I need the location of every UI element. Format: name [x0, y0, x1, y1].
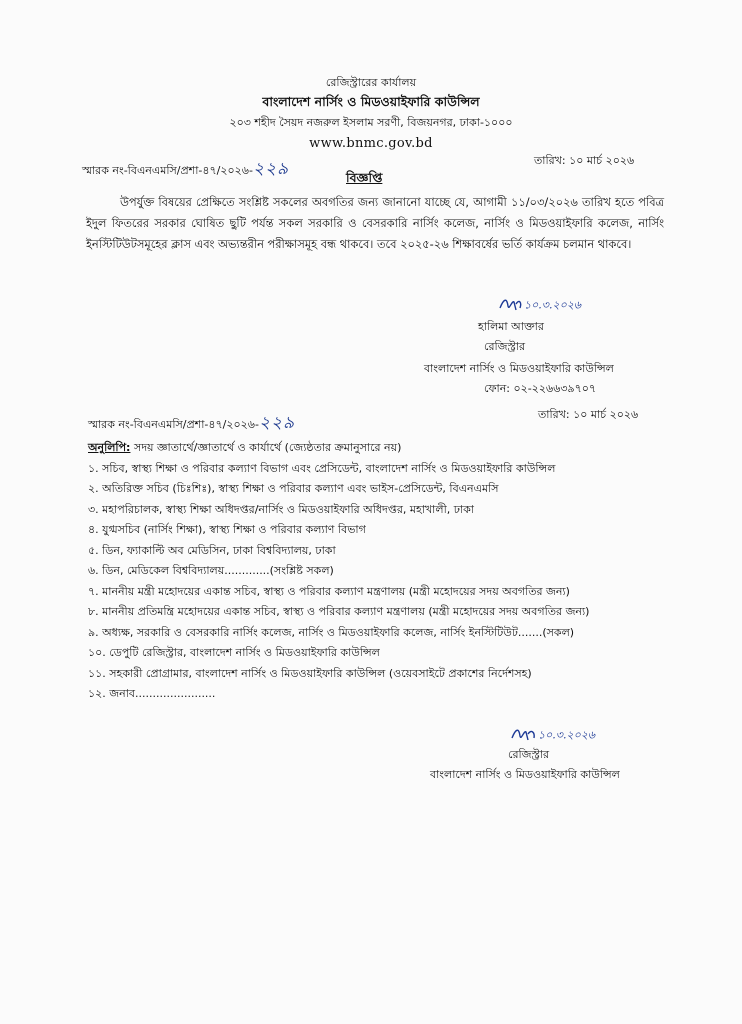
list-item: ৮. মাননীয় প্রতিমন্ত্রি মহোদয়ের একান্ত সচিব, স্বাস্থ্য ও পরিবার কল্যাণ মন্ত্রণালয় (মন্ত্রী মহোদয়ের সদয় অবগতির জন্য)	[88, 605, 590, 618]
copy-to-heading: অনুলিপি:	[88, 441, 131, 454]
list-item: ৭. মাননীয় মন্ত্রী মহোদয়ের একান্ত সচিব, স্বাস্থ্য ও পরিবার কল্যাণ মন্ত্রণালয় (মন্ত্রী মহোদয়ের সদয় অবগতির জন্য)	[88, 584, 570, 598]
signature-date-2: ১০.৩.২০২৬	[538, 728, 596, 742]
copy-memo-reference-label: স্মারক নং-বিএনএমসি/প্রশা-৪৭/২০২৬-	[88, 418, 259, 431]
website-link[interactable]: www.bnmc.gov.bd	[309, 136, 433, 151]
office-title: রেজিস্ট্রারের কার্যালয়	[325, 76, 417, 89]
list-item: ৩. মহাপরিচালক, স্বাস্থ্য শিক্ষা অধিদপ্তর/নার্সিং ও মিডওয়াইফারি অধিদপ্তর, মহাখালী, ঢাকা	[88, 502, 475, 516]
list-item: ৪. যুগ্মসচিব (নার্সিং শিক্ষা), স্বাস্থ্য শিক্ষা ও পরিবার কল্যাণ বিভাগ	[88, 523, 366, 536]
list-item: ১১. সহকারী প্রোগ্রামার, বাংলাদেশ নার্সিং ও মিডওয়াইফারি কাউন্সিল (ওয়েবসাইটে প্রকাশের নির্দেশসহ)	[88, 666, 532, 680]
organization-address: ২০৩ শহীদ সৈয়দ নজরুল ইসলাম সরণী, বিজয়নগর, ঢাকা-১০০০	[229, 116, 513, 129]
copy-memo-reference-number: ২২৯	[258, 413, 296, 433]
signature-scribble-2	[510, 726, 538, 744]
signatory-organization: বাংলাদেশ নার্সিং ও মিডওয়াইফারি কাউন্সিল	[424, 362, 614, 375]
list-item: ১. সচিব, স্বাস্থ্য শিক্ষা ও পরিবার কল্যাণ বিভাগ এবং প্রেসিডেন্ট, বাংলাদেশ নার্সিং ও মিডওয়াইফারি কাউন্সিল	[88, 461, 556, 475]
memo-date: তারিখ: ১০ মার্চ ২০২৬	[534, 154, 635, 167]
notice-title: বিজ্ঞপ্তি	[346, 170, 383, 185]
signature-mark	[498, 296, 581, 316]
signatory-organization-2: বাংলাদেশ নার্সিং ও মিডওয়াইফারি কাউন্সিল	[430, 768, 620, 781]
copy-memo-reference	[88, 410, 295, 438]
memo-reference	[82, 156, 289, 184]
list-item: ৯. অধ্যক্ষ, সরকারি ও বেসরকারি নার্সিং কলেজ, নার্সিং ও মিডওয়াইফারি কলেজ, নার্সিং ইনস্টিটিউট.......(সকল)	[88, 625, 575, 639]
notice-body	[86, 192, 664, 255]
copy-to-list	[88, 438, 648, 705]
copy-to-heading-rest: সদয় জ্ঞাতার্থে/জ্ঞাতার্থে ও কার্যার্থে (জ্যেষ্ঠতার ক্রমানুসারে নয়)	[130, 441, 402, 454]
memo-reference-label: স্মারক নং-বিএনএমসি/প্রশা-৪৭/২০২৬-	[82, 164, 253, 177]
signatory-designation-2: রেজিস্ট্রার	[508, 748, 550, 761]
signatory-name: হালিমা আক্তার	[478, 320, 544, 333]
list-item: ১২. জনাব.......................	[88, 687, 216, 700]
signature-mark-2	[510, 726, 595, 746]
copy-to-heading-line	[88, 438, 648, 459]
list-item: ১০. ডেপুটি রেজিস্ট্রার, বাংলাদেশ নার্সিং ও মিডওয়াইফারি কাউন্সিল	[88, 646, 380, 659]
memo-reference-number: ২২৯	[252, 159, 290, 179]
notice-paragraph: উপর্যুক্ত বিষয়ের প্রেক্ষিতে সংশ্লিষ্ট সকলের অবগতির জন্য জানানো যাচ্ছে যে, আগামী ১১/০৩/২০২৬ তারিখ হতে পবিত্র ইদুল ফিতরের সরকার ঘোষিত ছুটি পর্যন্ত সকল সরকারি ও বেসরকারি নার্সিং কলেজ, নার্সিং ও মিডওয়াইফারি কলেজ, নার্সিং ইনস্টিটিউটসমূহের ক্লাস এবং অভ্যন্তরীন পরীক্ষাসমূহ বন্ধ থাকবে। তবে ২০২৫-২৬ শিক্ষাবর্ষের ভর্তি কার্যক্রম চলমান থাকবে।	[86, 195, 664, 251]
signatory-designation: রেজিস্ট্রার	[484, 340, 526, 353]
copy-memo-date: তারিখ: ১০ মার্চ ২০২৬	[538, 408, 639, 421]
signature-scribble	[498, 296, 524, 314]
list-item: ৫. ডিন, ফ্যাকাল্টি অব মেডিসিন, ঢাকা বিশ্ববিদ্যালয়, ঢাকা	[88, 543, 336, 557]
organization-name: বাংলাদেশ নার্সিং ও মিডওয়াইফারি কাউন্সিল	[262, 94, 480, 109]
signature-date: ১০.৩.২০২৬	[524, 298, 582, 312]
list-item: ৬. ডিন, মেডিকেল বিশ্ববিদ্যালয়.............(সংশ্লিষ্ট সকল)	[88, 564, 334, 577]
signatory-phone: ফোন: ০২-২২৬৬৩৯৭০৭	[484, 382, 597, 395]
list-item: ২. অতিরিক্ত সচিব (চিঃশিঃ), স্বাস্থ্য শিক্ষা ও পরিবার কল্যাণ এবং ভাইস-প্রেসিডেন্ট, বিএনএমসি	[88, 482, 499, 495]
